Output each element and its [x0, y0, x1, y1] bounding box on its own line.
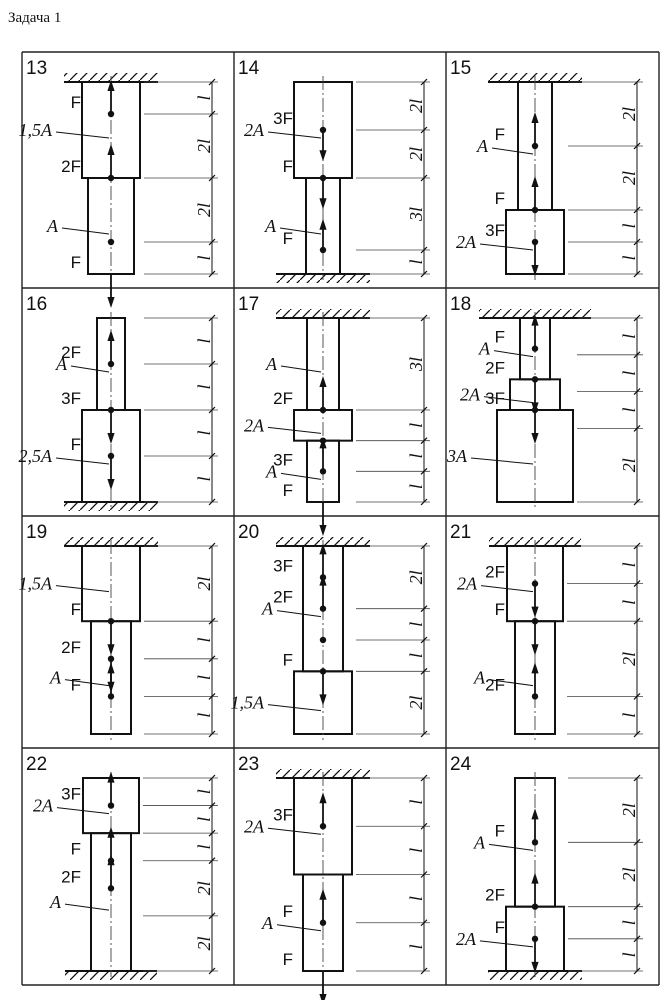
force-arrowhead-2-1 — [531, 176, 538, 187]
area-label: 2,5A — [18, 446, 52, 466]
problem-18 — [446, 294, 643, 508]
area-label: A — [262, 598, 273, 619]
dimension-label: l — [194, 712, 215, 718]
problem-number: 14 — [238, 58, 260, 79]
problem-number: 13 — [26, 58, 48, 79]
dimension-label: l — [194, 95, 215, 101]
dimension-label: l — [619, 562, 640, 568]
area-label: 1,5A — [18, 120, 52, 140]
force-label: F — [282, 650, 293, 670]
area-label: 2A — [244, 120, 264, 140]
area-label: A — [479, 338, 490, 359]
force-label: F — [282, 229, 293, 248]
problem-15 — [450, 58, 643, 280]
force-arrowhead-10-2 — [319, 994, 326, 1000]
dimension-label: 2l — [619, 170, 640, 186]
force-label: F — [282, 901, 293, 921]
problem-23 — [238, 754, 430, 1000]
dimension-label: 2l — [406, 98, 427, 114]
area-leader-0 — [492, 148, 533, 154]
force-label: 2F — [485, 885, 505, 905]
dimension-chain — [356, 79, 430, 277]
dimension-label: l — [194, 844, 215, 850]
area-label: 3A — [447, 446, 467, 466]
force-label: 3F — [61, 784, 81, 804]
dimension-label: 2l — [194, 881, 215, 896]
dimension-label: l — [619, 407, 640, 413]
problem-16 — [19, 294, 219, 511]
force-label: F — [70, 675, 81, 695]
dimension-label: 3l — [406, 206, 427, 222]
force-label: 3F — [273, 805, 293, 825]
dimension-label: l — [406, 847, 427, 853]
force-label: F — [70, 435, 81, 454]
force-label: F — [70, 93, 81, 112]
area-label: 2A — [456, 928, 476, 949]
force-label: 3F — [273, 109, 293, 128]
area-leader-0 — [71, 366, 109, 372]
dimension-label: l — [406, 799, 427, 805]
dimension-label: l — [406, 259, 427, 265]
dimension-label: l — [619, 223, 640, 229]
dimension-chain — [567, 543, 643, 737]
problem-number: 16 — [26, 294, 48, 315]
dimension-chain — [568, 775, 643, 974]
dimension-label: 2l — [619, 803, 640, 818]
dimension-label: l — [619, 255, 640, 261]
force-label: 3F — [273, 450, 293, 470]
force-arrowhead-4-3 — [319, 525, 326, 536]
force-arrowhead-6-0 — [107, 644, 114, 655]
force-label: 2F — [61, 343, 81, 362]
dimension-label: l — [194, 338, 215, 344]
force-arrowhead-11-1 — [531, 873, 538, 884]
area-label: A — [47, 216, 58, 236]
problem-number: 21 — [450, 522, 472, 543]
area-label: A — [474, 667, 485, 688]
dimension-chain — [568, 79, 643, 277]
dimension-chain — [356, 315, 430, 505]
force-label: 2F — [273, 587, 293, 607]
problem-number: 17 — [238, 294, 260, 315]
area-label: 1,5A — [230, 692, 264, 713]
area-leader-1 — [62, 228, 109, 234]
dimension-label: l — [406, 621, 427, 627]
area-leader-0 — [277, 611, 321, 617]
force-label: F — [494, 189, 505, 208]
dimension-label: 2l — [194, 936, 215, 951]
force-arrowhead-4-0 — [319, 376, 326, 387]
problem-13 — [19, 58, 219, 308]
force-label: 3F — [485, 221, 505, 240]
dimension-label: l — [619, 599, 640, 605]
force-label: 2F — [485, 562, 505, 582]
dimension-label: l — [406, 653, 427, 659]
force-arrowhead-10-0 — [319, 792, 326, 803]
load-point — [108, 239, 114, 245]
force-arrowhead-1-0 — [319, 150, 326, 161]
force-arrowhead-8-1 — [531, 644, 538, 655]
area-label: A — [266, 461, 277, 482]
dimension-label: 2l — [619, 106, 640, 122]
area-label: 1,5A — [18, 573, 52, 594]
force-label: F — [282, 157, 293, 176]
dimension-label: l — [194, 816, 215, 822]
problem-number: 15 — [450, 58, 472, 79]
dimension-label: l — [406, 484, 427, 490]
dimension-label: 2l — [406, 570, 427, 585]
force-arrowhead-1-2 — [319, 219, 326, 230]
area-label: A — [266, 354, 277, 374]
force-label: F — [494, 327, 505, 347]
force-arrowhead-0-3 — [107, 297, 114, 308]
force-arrowhead-3-0 — [107, 330, 114, 341]
force-label: 3F — [485, 389, 505, 408]
area-leader-0 — [494, 351, 533, 357]
dimension-label: 2l — [619, 458, 640, 473]
dimension-label: l — [406, 896, 427, 902]
force-label: F — [494, 125, 505, 144]
dimension-label: l — [619, 712, 640, 718]
dimension-label: 2l — [406, 146, 427, 162]
area-label: 2A — [460, 384, 480, 405]
dimension-chain — [356, 543, 430, 737]
area-label: A — [50, 892, 61, 913]
dimension-label: l — [194, 476, 215, 482]
problem-21 — [450, 522, 643, 740]
area-leader-1 — [65, 904, 109, 910]
dimension-label: 2l — [406, 695, 427, 710]
force-label: F — [70, 839, 81, 859]
force-label: F — [282, 950, 293, 969]
area-label: 2A — [244, 816, 264, 837]
force-arrowhead-11-0 — [531, 808, 538, 819]
load-point — [320, 637, 326, 643]
area-leader-2 — [471, 458, 533, 464]
force-arrowhead-3-1 — [107, 433, 114, 444]
problem-number: 24 — [450, 754, 472, 775]
dimension-label: l — [619, 952, 640, 958]
dimension-label: 2l — [194, 576, 215, 591]
area-label: A — [56, 354, 67, 374]
force-label: F — [282, 481, 293, 500]
dimension-chain — [577, 315, 643, 505]
area-label: 2A — [33, 795, 53, 816]
dimension-label: l — [619, 370, 640, 376]
force-label: F — [70, 600, 81, 620]
force-label: F — [494, 821, 505, 841]
dimension-label: 2l — [194, 202, 215, 218]
dimension-label: l — [194, 789, 215, 795]
force-arrowhead-6-2 — [107, 662, 114, 673]
force-arrowhead-0-1 — [107, 144, 114, 155]
problem-number: 18 — [450, 294, 472, 315]
dimension-label: 2l — [619, 651, 640, 666]
force-arrowhead-8-0 — [531, 607, 538, 618]
force-label: 2F — [485, 675, 505, 695]
dimension-chain — [356, 775, 430, 974]
force-label: 3F — [273, 556, 293, 576]
dimension-chain — [144, 543, 218, 737]
problem-14 — [238, 58, 430, 283]
area-label: 2A — [456, 232, 476, 252]
force-arrowhead-3-2 — [107, 479, 114, 490]
dimension-chain — [143, 775, 218, 974]
page-title: Задача 1 — [8, 10, 62, 26]
force-label: 3F — [61, 389, 81, 408]
area-label: A — [477, 136, 488, 156]
dimension-label: l — [194, 675, 215, 681]
dimension-label: 2l — [194, 138, 215, 154]
force-label: 2F — [61, 867, 81, 887]
force-arrowhead-8-2 — [531, 662, 538, 673]
dimension-label: l — [406, 422, 427, 428]
dimension-chain — [144, 315, 218, 505]
dimension-label: l — [194, 430, 215, 436]
area-label: 2A — [457, 573, 477, 594]
area-label: A — [474, 832, 485, 853]
force-arrowhead-1-1 — [319, 198, 326, 209]
dimension-label: l — [194, 637, 215, 643]
force-arrowhead-5-2 — [531, 433, 538, 444]
problem-24 — [450, 754, 643, 980]
dimension-label: 3l — [406, 356, 427, 372]
dimension-label: l — [406, 944, 427, 950]
force-arrowhead-2-0 — [531, 112, 538, 123]
problem-19 — [19, 522, 219, 740]
force-label: F — [70, 253, 81, 272]
force-label: 2F — [61, 157, 81, 176]
area-leader-2 — [281, 473, 321, 479]
problem-number: 22 — [26, 754, 48, 775]
force-arrowhead-10-1 — [319, 889, 326, 900]
area-label: A — [265, 216, 276, 236]
dimension-label: l — [406, 453, 427, 459]
area-leader-0 — [489, 844, 533, 850]
area-label: A — [262, 912, 273, 933]
force-label: 2F — [273, 389, 293, 408]
problem-22 — [26, 754, 218, 980]
dimension-label: l — [619, 920, 640, 926]
force-arrowhead-7-3 — [319, 694, 326, 705]
problem-number: 20 — [238, 522, 260, 543]
problem-number: 19 — [26, 522, 48, 543]
area-leader-1 — [277, 925, 321, 931]
dimension-chain — [144, 79, 218, 277]
force-label: F — [494, 600, 505, 620]
force-label: 2F — [485, 358, 505, 378]
force-label: F — [494, 917, 505, 937]
dimension-label: l — [619, 333, 640, 339]
dimension-label: l — [194, 384, 215, 390]
problem-20 — [231, 522, 431, 740]
problem-number: 23 — [238, 754, 260, 775]
dimension-label: l — [194, 255, 215, 261]
area-label: 2A — [244, 415, 264, 436]
area-label: A — [50, 667, 61, 688]
problem-17 — [238, 294, 430, 536]
area-leader-0 — [281, 366, 321, 372]
dimension-label: 2l — [619, 867, 640, 882]
force-label: 2F — [61, 637, 81, 657]
